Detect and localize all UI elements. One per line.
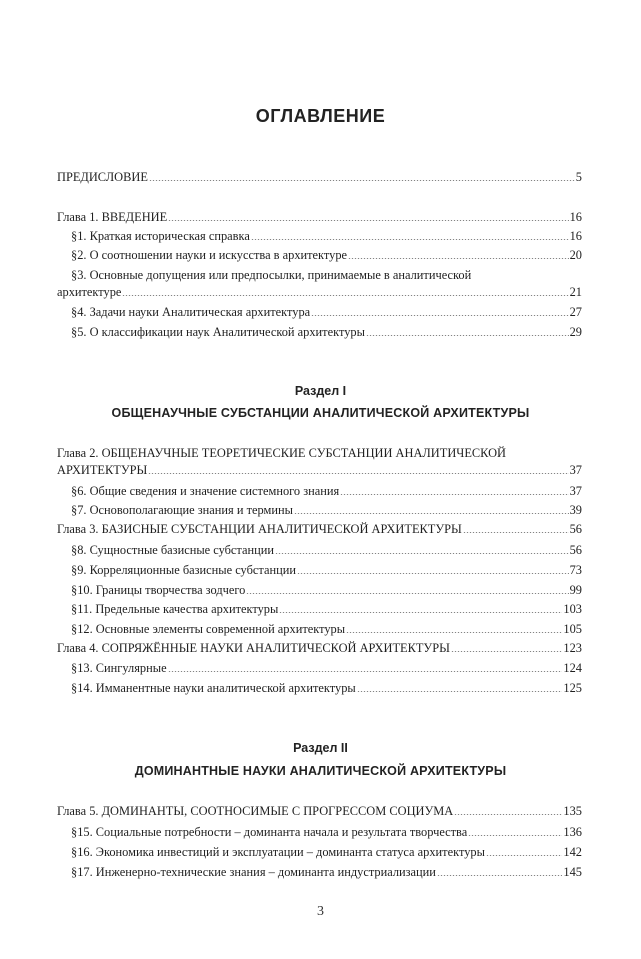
entry-text: §10. Границы творчества зодчего	[71, 583, 246, 597]
dot-leader	[357, 691, 563, 692]
entry-page: 145	[563, 865, 582, 879]
entry-page: 20	[569, 248, 582, 262]
entry-text: §8. Сущностные базисные субстанции	[71, 543, 275, 557]
entry-text: §5. О классификации наук Аналитической архитектуры	[71, 325, 365, 339]
toc-entry-section-17[interactable]	[71, 865, 582, 880]
entry-text: §11. Предельные качества архитектуры	[71, 602, 279, 616]
entry-page: 16	[569, 210, 582, 224]
toc-entry-section-2[interactable]	[71, 248, 582, 263]
entry-page: 142	[563, 845, 582, 859]
dot-leader	[366, 335, 569, 336]
entry-text: §14. Имманентные науки аналитической архитектуры	[71, 681, 356, 695]
entry-page: 21	[569, 285, 582, 299]
entry-text: §7. Основополагающие знания и термины	[71, 503, 293, 517]
dot-leader	[246, 593, 568, 594]
dot-leader	[348, 258, 569, 259]
toc-entry-section-5[interactable]	[71, 325, 582, 340]
toc-entry-section-15[interactable]	[71, 825, 582, 840]
dot-leader	[251, 239, 569, 240]
section-label: Раздел I	[294, 384, 347, 398]
entry-text: §12. Основные элементы современной архитектуры	[71, 622, 346, 636]
toc-entry-chapter-1[interactable]	[57, 210, 582, 225]
toc-entry-chapter-3[interactable]	[57, 522, 582, 537]
entry-text: §2. О соотношении науки и искусства в архитектуре	[71, 248, 348, 262]
toc-entry-chapter-5[interactable]	[57, 804, 582, 819]
entry-text: ПРЕДИСЛОВИЕ	[57, 170, 148, 184]
entry-page: 56	[569, 522, 582, 536]
dot-leader	[168, 671, 563, 672]
dot-leader	[437, 875, 562, 876]
section-label: Раздел II	[293, 741, 348, 755]
entry-page: 39	[569, 503, 582, 517]
entry-text: Глава 4. СОПРЯЖЁННЫЕ НАУКИ АНАЛИТИЧЕСКОЙ АРХИТЕКТУРЫ	[57, 641, 450, 655]
entry-page: 125	[563, 681, 582, 695]
section-title: ОБЩЕНАУЧНЫЕ СУБСТАНЦИИ АНАЛИТИЧЕСКОЙ АРХИТЕКТУРЫ	[111, 406, 530, 420]
entry-text: §16. Экономика инвестиций и эксплуатации – доминанта статуса архитектуры	[71, 845, 485, 859]
entry-page: 5	[575, 170, 582, 184]
entry-text: §1. Краткая историческая справка	[71, 229, 250, 243]
toc-entry-section-12[interactable]	[71, 622, 582, 637]
entry-page: 16	[569, 229, 582, 243]
toc-entry-section-10[interactable]	[71, 583, 582, 598]
toc-entry-section-14[interactable]	[71, 681, 582, 696]
entry-text: АРХИТЕКТУРЫ	[57, 463, 148, 477]
dot-leader	[311, 315, 568, 316]
dot-leader	[122, 295, 568, 296]
toc-entry-section-3[interactable]	[57, 285, 582, 300]
page-number: 3	[317, 904, 324, 919]
toc-entry-chapter-2[interactable]	[57, 463, 582, 478]
toc-entry-section-16[interactable]	[71, 845, 582, 860]
dot-leader	[149, 180, 575, 181]
entry-page: 99	[569, 583, 582, 597]
toc-entry-section-13[interactable]	[71, 661, 582, 676]
entry-text: §17. Инженерно-технические знания – доминанта индустриализации	[71, 865, 436, 879]
toc-entry-section-9[interactable]	[71, 563, 582, 578]
entry-page: 135	[563, 804, 582, 818]
dot-leader	[346, 632, 562, 633]
dot-leader	[168, 220, 568, 221]
toc-entry-section-1[interactable]	[71, 229, 582, 244]
dot-leader	[454, 814, 562, 815]
dot-leader	[451, 651, 563, 652]
entry-text: §9. Корреляционные базисные субстанции	[71, 563, 296, 577]
entry-page: 124	[563, 661, 582, 675]
entry-page: 37	[569, 484, 582, 498]
page-title: ОГЛАВЛЕНИЕ	[255, 106, 386, 126]
toc-entry-section-7[interactable]	[71, 503, 582, 518]
toc-entry-section-4[interactable]	[71, 305, 582, 320]
entry-page: 103	[563, 602, 582, 616]
entry-text: архитектуре	[57, 285, 122, 299]
toc-entry-section-8[interactable]	[71, 543, 582, 558]
entry-page: 123	[563, 641, 582, 655]
toc-entry-chapter-4[interactable]	[57, 641, 582, 656]
entry-page: 29	[569, 325, 582, 339]
toc-entry-chapter-2-line1[interactable]: Глава 2. ОБЩЕНАУЧНЫЕ ТЕОРЕТИЧЕСКИЕ СУБСТАНЦИИ АНАЛИТИЧЕСКОЙ	[57, 446, 507, 460]
dot-leader	[148, 473, 568, 474]
dot-leader	[275, 553, 569, 554]
entry-page: 37	[569, 463, 582, 477]
dot-leader	[294, 513, 569, 514]
entry-page: 27	[569, 305, 582, 319]
dot-leader	[297, 573, 569, 574]
dot-leader	[279, 612, 562, 613]
toc-entry-section-11[interactable]	[71, 602, 582, 617]
dot-leader	[468, 835, 562, 836]
entry-text: §13. Сингулярные	[71, 661, 167, 675]
entry-page: 56	[569, 543, 582, 557]
entry-page: 105	[563, 622, 582, 636]
entry-text: Глава 3. БАЗИСНЫЕ СУБСТАНЦИИ АНАЛИТИЧЕСКОЙ АРХИТЕКТУРЫ	[57, 522, 462, 536]
entry-text: §4. Задачи науки Аналитическая архитектура	[71, 305, 311, 319]
entry-text: §6. Общие сведения и значение системного знания	[71, 484, 340, 498]
section-title: ДОМИНАНТНЫЕ НАУКИ АНАЛИТИЧЕСКОЙ АРХИТЕКТУРЫ	[134, 764, 507, 778]
dot-leader	[340, 494, 568, 495]
entry-text: Глава 5. ДОМИНАНТЫ, СООТНОСИМЫЕ С ПРОГРЕССОМ СОЦИУМА	[57, 804, 454, 818]
toc-entry-section-3-line1[interactable]: §3. Основные допущения или предпосылки, принимаемые в аналитической	[71, 268, 472, 282]
toc-entry-section-6[interactable]	[71, 484, 582, 499]
entry-text: Глава 1. ВВЕДЕНИЕ	[57, 210, 168, 224]
entry-text: §15. Социальные потребности – доминанта начала и результата творчества	[71, 825, 468, 839]
entry-page: 136	[563, 825, 582, 839]
entry-page: 73	[569, 563, 582, 577]
toc-entry-preface[interactable]	[57, 170, 582, 185]
dot-leader	[486, 855, 562, 856]
dot-leader	[463, 532, 569, 533]
